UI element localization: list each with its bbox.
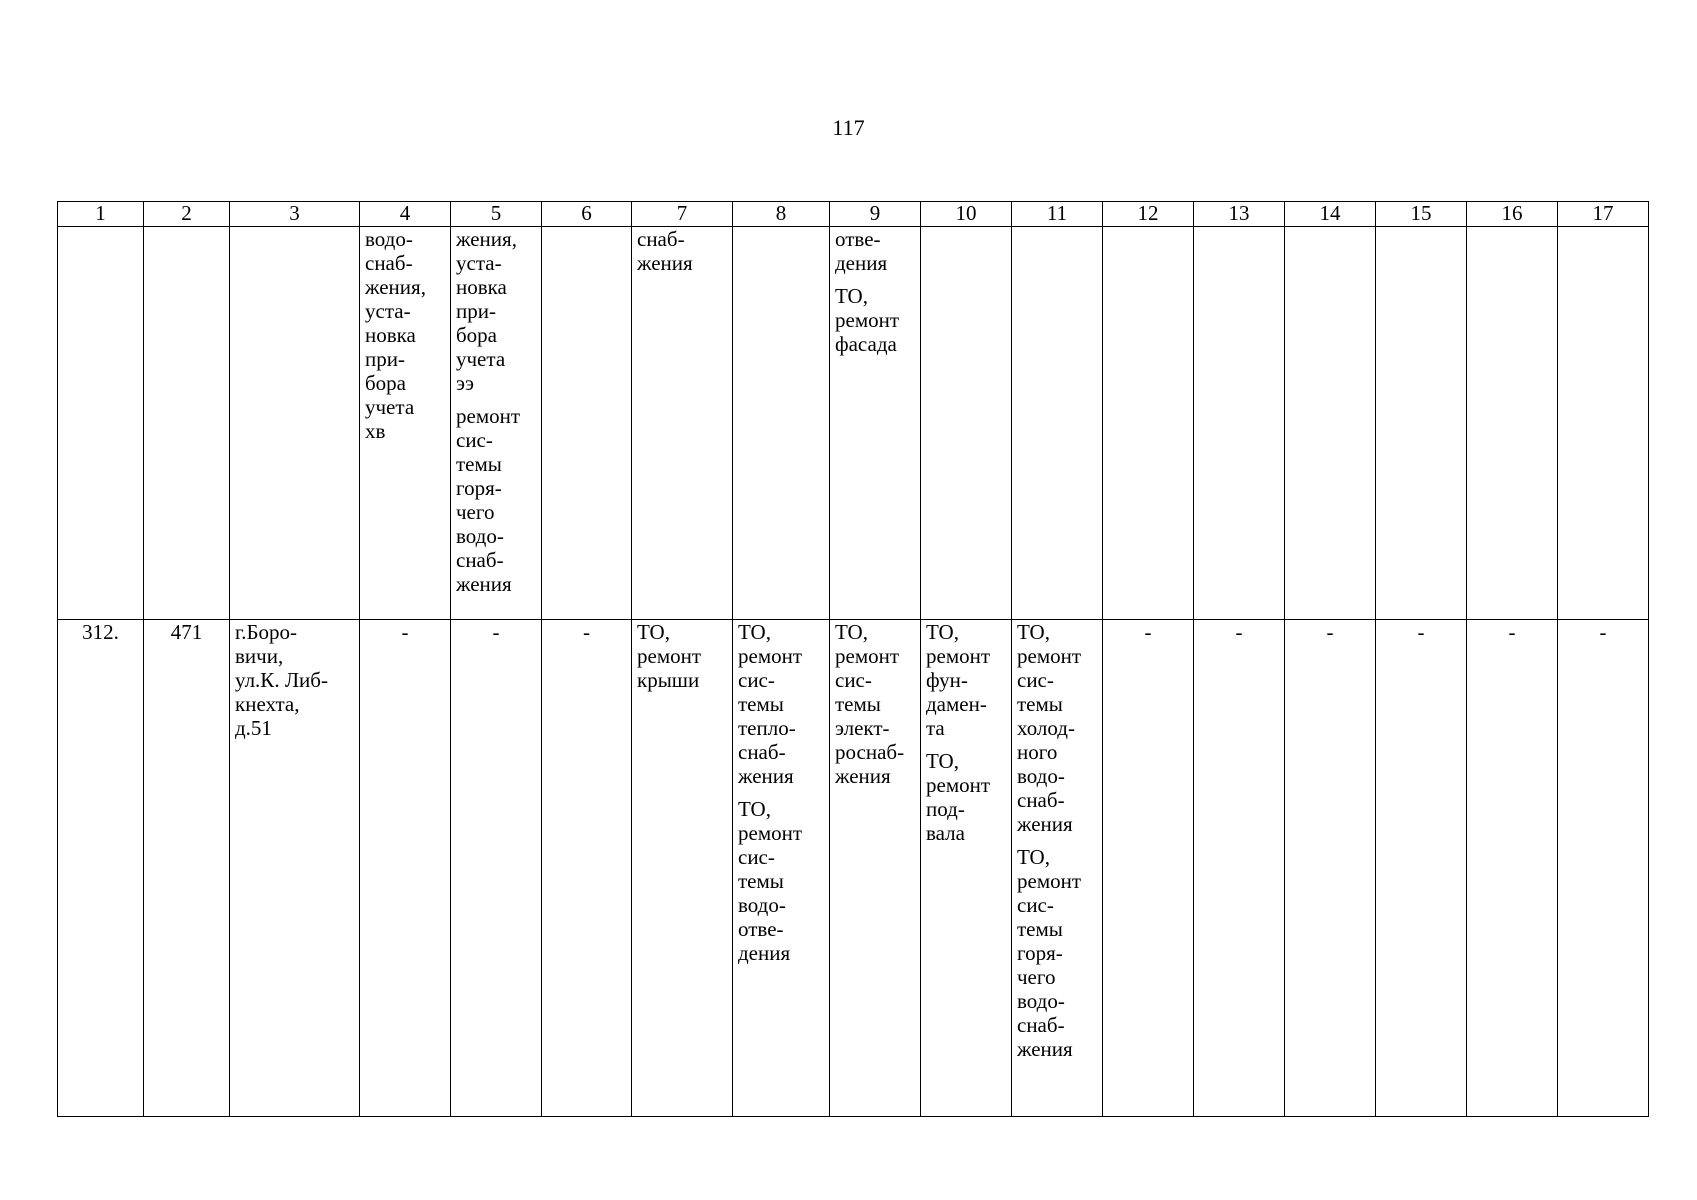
cell-c8 — [733, 620, 830, 1117]
cell-text: жения, уста- новка при- бора учета ээ — [456, 227, 517, 395]
column-number-4: 4 — [360, 202, 451, 227]
cell-c14 — [1285, 620, 1376, 1117]
column-number-9: 9 — [830, 202, 921, 227]
cell-c3 — [230, 227, 360, 620]
column-number-17: 17 — [1558, 202, 1649, 227]
column-number-7: 7 — [632, 202, 733, 227]
cell-text: - — [583, 620, 590, 644]
cell-c3 — [230, 620, 360, 1117]
object-code: 471 — [170, 620, 203, 644]
cell-c10 — [921, 227, 1012, 620]
cell-text: водо- снаб- жения, уста- новка при- бора учета хв — [365, 227, 426, 443]
column-number-16: 16 — [1467, 202, 1558, 227]
column-number-8: 8 — [733, 202, 830, 227]
cell-c1 — [58, 227, 144, 620]
cell-c12 — [1103, 227, 1194, 620]
cell-c1 — [58, 620, 144, 1117]
cell-c6 — [542, 620, 632, 1117]
cell-text: - — [1599, 620, 1607, 644]
column-number-2: 2 — [144, 202, 230, 227]
cell-text: ТО, ремонт сис- темы горя- чего водо- снаб- жения — [1017, 845, 1082, 1061]
cell-c7 — [632, 227, 733, 620]
cell-c10 — [921, 620, 1012, 1117]
cell-text: ТО, ремонт фун- дамен- та — [926, 620, 991, 740]
cell-c13 — [1194, 227, 1285, 620]
header-row — [58, 202, 1649, 227]
cell-text: ремонт сис- темы горя- чего водо- снаб- жения — [456, 404, 521, 596]
page-number: 117 — [832, 115, 865, 140]
cell-text: - — [1417, 620, 1425, 644]
cell-text: - — [1235, 620, 1243, 644]
address-text: г.Боро- вичи, ул.К. Либ- кнехта, д.51 — [235, 620, 328, 740]
cell-text: ТО, ремонт под- вала — [926, 749, 991, 845]
column-number-14: 14 — [1285, 202, 1376, 227]
cell-text: ТО, ремонт сис- темы элект- роснаб- жения — [835, 620, 905, 788]
cell-text: ТО, ремонт фасада — [835, 284, 900, 356]
cell-c15 — [1376, 227, 1467, 620]
cell-c16 — [1467, 620, 1558, 1117]
cell-text: ТО, ремонт крыши — [637, 620, 702, 692]
cell-c17 — [1558, 227, 1649, 620]
cell-c17 — [1558, 620, 1649, 1117]
column-number-12: 12 — [1103, 202, 1194, 227]
cell-c15 — [1376, 620, 1467, 1117]
column-number-15: 15 — [1376, 202, 1467, 227]
cell-text: отве- дения — [835, 227, 888, 275]
works-table — [57, 201, 1649, 1117]
cell-c4 — [360, 227, 451, 620]
cell-c9 — [830, 620, 921, 1117]
row-number: 312. — [82, 620, 119, 644]
cell-c6 — [542, 227, 632, 620]
column-number-11: 11 — [1012, 202, 1103, 227]
column-number-6: 6 — [542, 202, 632, 227]
cell-text: - — [1508, 620, 1516, 644]
column-number-13: 13 — [1194, 202, 1285, 227]
cell-c2 — [144, 227, 230, 620]
table-row — [58, 227, 1649, 620]
cell-text: - — [1144, 620, 1152, 644]
cell-text: снаб- жения — [637, 227, 693, 275]
cell-text: - — [401, 620, 409, 644]
cell-c8 — [733, 227, 830, 620]
column-number-1: 1 — [58, 202, 144, 227]
cell-c11 — [1012, 227, 1103, 620]
cell-c2 — [144, 620, 230, 1117]
cell-c12 — [1103, 620, 1194, 1117]
cell-c5 — [451, 620, 542, 1117]
cell-c5 — [451, 227, 542, 620]
cell-c4 — [360, 620, 451, 1117]
cell-c14 — [1285, 227, 1376, 620]
cell-c11 — [1012, 620, 1103, 1117]
cell-text: ТО, ремонт сис- темы тепло- снаб- жения — [738, 620, 803, 788]
cell-text: - — [1326, 620, 1334, 644]
column-number-3: 3 — [230, 202, 360, 227]
cell-text: ТО, ремонт сис- темы водо- отве- дения — [738, 797, 803, 965]
cell-text: - — [492, 620, 500, 644]
cell-c13 — [1194, 620, 1285, 1117]
column-number-5: 5 — [451, 202, 542, 227]
column-number-10: 10 — [921, 202, 1012, 227]
cell-text: ТО, ремонт сис- темы холод- ного водо- снаб- жения — [1017, 620, 1082, 836]
cell-c16 — [1467, 227, 1558, 620]
cell-c7 — [632, 620, 733, 1117]
cell-c9 — [830, 227, 921, 620]
table-row — [58, 620, 1649, 1117]
